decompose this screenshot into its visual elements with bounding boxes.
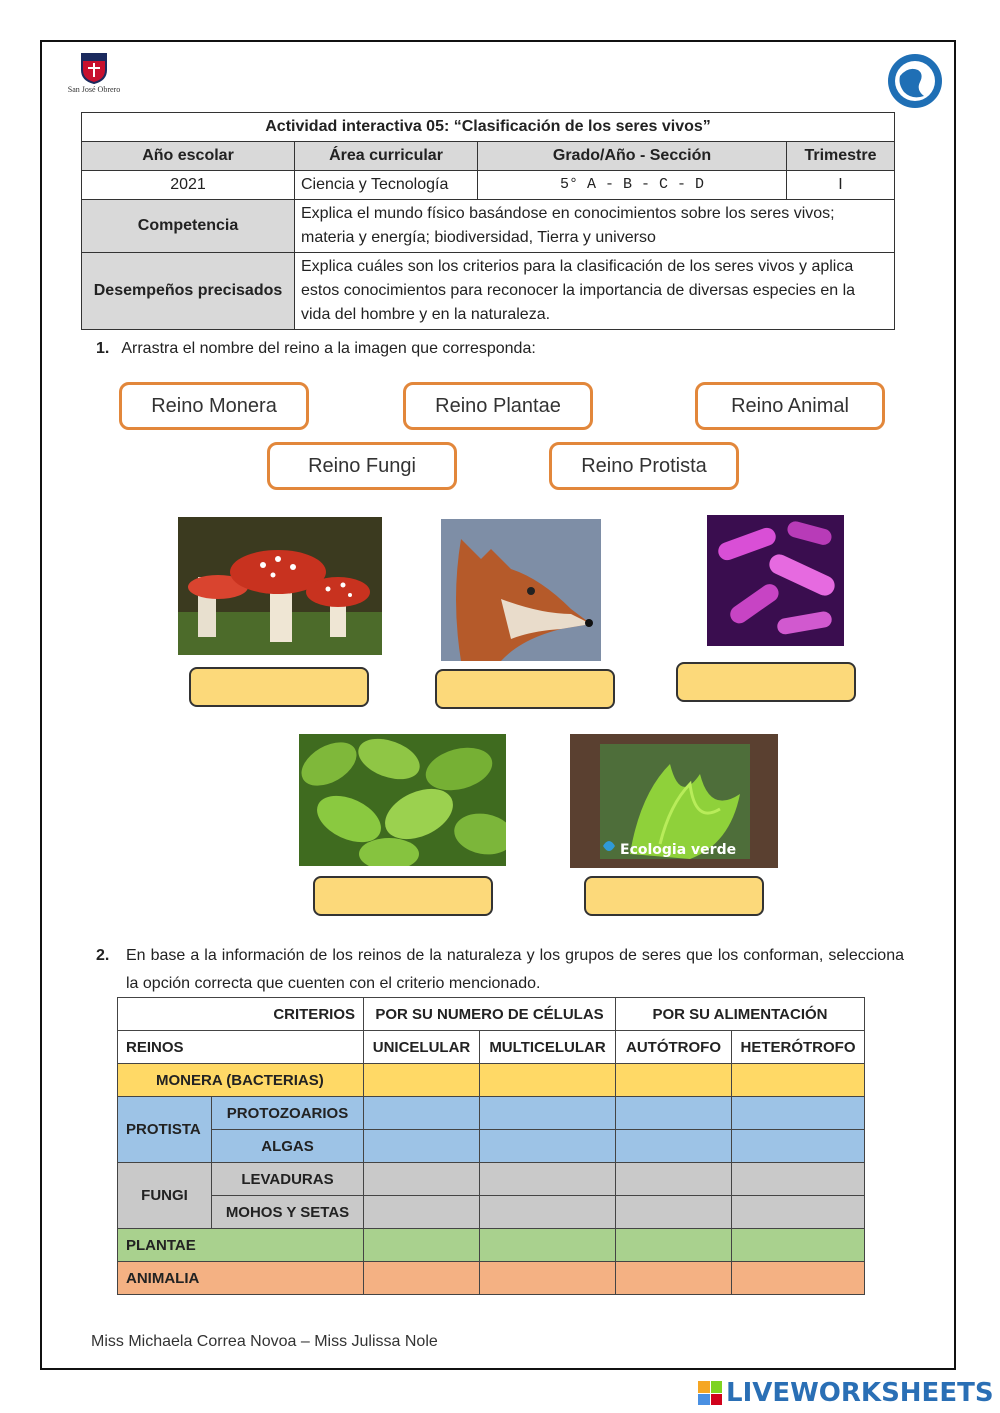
algae-image bbox=[570, 734, 778, 868]
answer-cell[interactable] bbox=[616, 1064, 732, 1097]
drop-zone-bacteria[interactable] bbox=[676, 662, 856, 702]
col-year-label: Año escolar bbox=[82, 142, 295, 171]
answer-cell[interactable] bbox=[480, 1196, 616, 1229]
answer-cell[interactable] bbox=[364, 1196, 480, 1229]
globe-logo bbox=[886, 52, 944, 110]
drop-zone-algae[interactable] bbox=[584, 876, 764, 916]
protozoarios-label: PROTOZOARIOS bbox=[212, 1097, 364, 1130]
area-value: Ciencia y Tecnología bbox=[295, 171, 478, 200]
algas-label: ALGAS bbox=[212, 1130, 364, 1163]
table-row bbox=[118, 1064, 865, 1097]
table-row bbox=[118, 1163, 865, 1196]
question-1-text: Arrastra el nombre del reino a la imagen que corresponda: bbox=[121, 340, 536, 357]
answer-cell[interactable] bbox=[480, 1130, 616, 1163]
reinos-header: REINOS bbox=[118, 1031, 364, 1064]
option-reino-animal[interactable]: Reino Animal bbox=[695, 382, 885, 430]
levaduras-label: LEVADURAS bbox=[212, 1163, 364, 1196]
monera-label: MONERA (BACTERIAS) bbox=[118, 1064, 364, 1097]
answer-cell[interactable] bbox=[616, 1262, 732, 1295]
liveworksheets-brand[interactable] bbox=[698, 1378, 994, 1408]
fungi-label: FUNGI bbox=[118, 1163, 212, 1229]
multicelular-header: MULTICELULAR bbox=[480, 1031, 616, 1064]
answer-cell[interactable] bbox=[364, 1163, 480, 1196]
answer-cell[interactable] bbox=[616, 1196, 732, 1229]
school-caption: San José Obrero bbox=[67, 85, 121, 94]
drop-zone-fox[interactable] bbox=[435, 669, 615, 709]
classification-table bbox=[117, 997, 865, 1295]
year-value: 2021 bbox=[82, 171, 295, 200]
competencia-text: Explica el mundo físico basándose en conocimientos sobre los seres vivos; materia y energía; biodiversidad, Tierra y universo bbox=[295, 200, 895, 253]
desempenos-text: Explica cuáles son los criterios para la clasificación de los seres vivos y aplica estos conocimientos para reconocer la importancia de diversas especies en la vida del hombre y en la naturaleza. bbox=[295, 253, 895, 330]
liveworksheets-logo-icon bbox=[698, 1381, 722, 1405]
footer-authors: Miss Michaela Correa Novoa – Miss Julissa Nole bbox=[91, 1333, 438, 1350]
algae-watermark: Ecologia verde bbox=[620, 842, 737, 858]
option-reino-fungi[interactable]: Reino Fungi bbox=[267, 442, 457, 490]
celulas-header: POR SU NUMERO DE CÉLULAS bbox=[364, 998, 616, 1031]
desempenos-label: Desempeños precisados bbox=[82, 253, 295, 330]
answer-cell[interactable] bbox=[364, 1130, 480, 1163]
activity-title: Actividad interactiva 05: “Clasificación de los seres vivos” bbox=[82, 113, 895, 142]
table-row bbox=[118, 1196, 865, 1229]
liveworksheets-wordmark: LIVEWORKSHEETS bbox=[726, 1378, 994, 1408]
mohos-label: MOHOS Y SETAS bbox=[212, 1196, 364, 1229]
table-row bbox=[118, 1130, 865, 1163]
answer-cell[interactable] bbox=[480, 1064, 616, 1097]
table-row bbox=[118, 1229, 865, 1262]
option-reino-protista[interactable]: Reino Protista bbox=[549, 442, 739, 490]
leaves-image bbox=[299, 734, 506, 866]
unicelular-header: UNICELULAR bbox=[364, 1031, 480, 1064]
question-1-number: 1. bbox=[96, 340, 110, 357]
mushrooms-image bbox=[178, 517, 382, 655]
heterotrofo-header: HETERÓTROFO bbox=[732, 1031, 865, 1064]
col-area-label: Área curricular bbox=[295, 142, 478, 171]
school-logo bbox=[64, 52, 124, 104]
table-row bbox=[118, 1262, 865, 1295]
competencia-label: Competencia bbox=[82, 200, 295, 253]
plantae-label: PLANTAE bbox=[118, 1229, 364, 1262]
answer-cell[interactable] bbox=[364, 1262, 480, 1295]
col-term-label: Trimestre bbox=[787, 142, 895, 171]
answer-cell[interactable] bbox=[732, 1229, 865, 1262]
animalia-label: ANIMALIA bbox=[118, 1262, 364, 1295]
drop-zone-mushrooms[interactable] bbox=[189, 667, 369, 707]
answer-cell[interactable] bbox=[732, 1163, 865, 1196]
answer-cell[interactable] bbox=[732, 1097, 865, 1130]
answer-cell[interactable] bbox=[480, 1097, 616, 1130]
globe-icon bbox=[886, 52, 944, 110]
answer-cell[interactable] bbox=[480, 1262, 616, 1295]
answer-cell[interactable] bbox=[364, 1097, 480, 1130]
drop-zone-leaves[interactable] bbox=[313, 876, 493, 916]
question-2-number: 2. bbox=[96, 947, 110, 964]
answer-cell[interactable] bbox=[732, 1262, 865, 1295]
answer-cell[interactable] bbox=[732, 1196, 865, 1229]
option-reino-monera[interactable]: Reino Monera bbox=[119, 382, 309, 430]
alimentacion-header: POR SU ALIMENTACIÓN bbox=[616, 998, 865, 1031]
question-1 bbox=[96, 340, 536, 358]
col-grade-label: Grado/Año - Sección bbox=[478, 142, 787, 171]
answer-cell[interactable] bbox=[732, 1064, 865, 1097]
answer-cell[interactable] bbox=[616, 1229, 732, 1262]
answer-cell[interactable] bbox=[732, 1130, 865, 1163]
answer-cell[interactable] bbox=[616, 1097, 732, 1130]
answer-cell[interactable] bbox=[364, 1229, 480, 1262]
grade-value: 5° A - B - C - D bbox=[478, 171, 787, 200]
protista-label: PROTISTA bbox=[118, 1097, 212, 1163]
answer-cell[interactable] bbox=[364, 1064, 480, 1097]
criterios-header: CRITERIOS bbox=[118, 998, 364, 1031]
shield-icon bbox=[80, 52, 108, 84]
answer-cell[interactable] bbox=[616, 1163, 732, 1196]
header-table bbox=[81, 112, 895, 330]
bacteria-image bbox=[707, 515, 844, 646]
question-2-text: En base a la información de los reinos de la naturaleza y los grupos de seres que los conforman, selecciona la opción correcta que cuenten con el criterio mencionado. bbox=[126, 947, 904, 992]
answer-cell[interactable] bbox=[480, 1163, 616, 1196]
fox-image bbox=[441, 519, 601, 661]
answer-cell[interactable] bbox=[480, 1229, 616, 1262]
autotrofo-header: AUTÓTROFO bbox=[616, 1031, 732, 1064]
question-2 bbox=[96, 942, 904, 998]
option-reino-plantae[interactable]: Reino Plantae bbox=[403, 382, 593, 430]
table-row bbox=[118, 1097, 865, 1130]
answer-cell[interactable] bbox=[616, 1130, 732, 1163]
term-value: I bbox=[787, 171, 895, 200]
